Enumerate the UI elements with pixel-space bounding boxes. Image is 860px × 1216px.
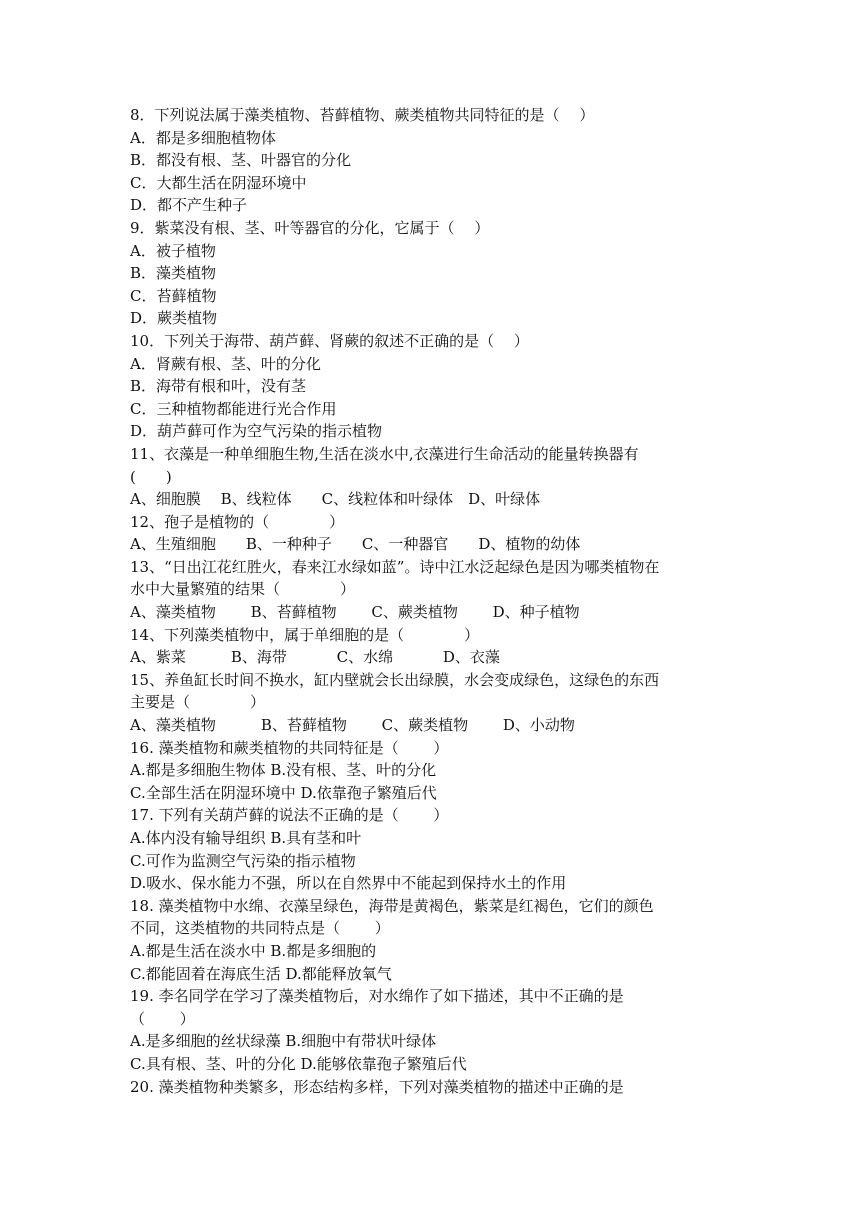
text-line: C.可作为监测空气污染的指示植物 xyxy=(130,851,356,870)
text-line: C．大都生活在阴湿环境中 xyxy=(130,173,307,192)
text-line: 13、“日出江花红胜火，春来江水绿如蓝”。诗中江水泛起绿色是因为哪类植物在 xyxy=(130,557,660,576)
text-line: 15、养鱼缸长时间不换水，缸内壁就会长出绿膜，水会变成绿色，这绿色的东西 xyxy=(130,670,660,689)
text-line: A．肾蕨有根、茎、叶的分化 xyxy=(130,354,321,373)
text-line: C.具有根、茎、叶的分化 D.能够依靠孢子繁殖后代 xyxy=(130,1054,467,1073)
text-line: 11、衣藻是一种单细胞生物,生活在淡水中,衣藻进行生命活动的能量转换器有 xyxy=(130,444,639,463)
text-line: A、藻类植物 B、苔藓植物 C、蕨类植物 D、种子植物 xyxy=(130,603,580,622)
text-line: A．被子植物 xyxy=(130,241,216,260)
text-line: C.全部生活在阴湿环境中 D.依靠孢子繁殖后代 xyxy=(130,783,437,802)
text-line: D．葫芦藓可作为空气污染的指示植物 xyxy=(130,422,383,441)
text-line: 18. 藻类植物中水绵、衣藻呈绿色，海带是黄褐色，紫菜是红褐色，它们的颜色 xyxy=(130,896,654,915)
text-line: A．都是多细胞植物体 xyxy=(130,128,276,147)
text-line: 20. 藻类植物种类繁多，形态结构多样，下列对藻类植物的描述中正确的是 xyxy=(130,1077,624,1096)
text-line: 10．下列关于海带、葫芦藓、肾蕨的叙述不正确的是（ ） xyxy=(130,331,529,350)
text-line: A、细胞膜 B、线粒体 C、线粒体和叶绿体 D、叶绿体 xyxy=(130,490,541,509)
document-page xyxy=(130,104,732,1098)
text-line: A、生殖细胞 B、一种种子 C、一种器官 D、植物的幼体 xyxy=(130,535,581,554)
text-line: 水中大量繁殖的结果（ ） xyxy=(130,580,356,599)
text-line: 17. 下列有关葫芦藓的说法不正确的是（ ） xyxy=(130,806,449,825)
text-line: D．蕨类植物 xyxy=(130,309,218,328)
text-line: 主要是（ ） xyxy=(130,693,266,712)
text-line: 16. 藻类植物和蕨类植物的共同特征是（ ） xyxy=(130,738,449,757)
text-line: B．藻类植物 xyxy=(130,264,217,283)
text-line: 12、孢子是植物的（ ） xyxy=(130,512,345,531)
text-line: 9．紫菜没有根、茎、叶等器官的分化，它属于（ ） xyxy=(130,218,490,237)
text-line: ( ) xyxy=(130,467,172,486)
text-line: A.都是生活在淡水中 B.都是多细胞的 xyxy=(130,941,377,960)
text-line: D.吸水、保水能力不强，所以在自然界中不能起到保持水土的作用 xyxy=(130,874,567,893)
text-line: A、藻类植物 B、苔藓植物 C、蕨类植物 D、小动物 xyxy=(130,716,575,735)
text-line: C.都能固着在海底生活 D.都能释放氧气 xyxy=(130,964,392,983)
text-line: 19. 李名同学在学习了藻类植物后，对水绵作了如下描述，其中不正确的是 xyxy=(130,987,624,1006)
text-line: B．都没有根、茎、叶器官的分化 xyxy=(130,151,352,170)
text-line: D．都不产生种子 xyxy=(130,196,248,215)
text-line: A.都是多细胞生物体 B.没有根、茎、叶的分化 xyxy=(130,761,437,780)
text-line: 不同，这类植物的共同特点是（ ） xyxy=(130,919,390,938)
text-line: 14、下列藻类植物中，属于单细胞的是（ ） xyxy=(130,625,480,644)
text-line: B．海带有根和叶，没有茎 xyxy=(130,377,307,396)
text-line: 8．下列说法属于藻类植物、苔藓植物、蕨类植物共同特征的是（ ） xyxy=(130,106,595,124)
text-line: （ ） xyxy=(130,1009,195,1028)
text-line: C．三种植物都能进行光合作用 xyxy=(130,399,337,418)
text-line: A.体内没有输导组织 B.具有茎和叶 xyxy=(130,829,362,847)
text-line: C．苔藓植物 xyxy=(130,286,217,305)
text-line: A、紫菜 B、海带 C、水绵 D、衣藻 xyxy=(130,648,500,667)
text-line: A.是多细胞的丝状绿藻 B.细胞中有带状叶绿体 xyxy=(130,1032,437,1051)
